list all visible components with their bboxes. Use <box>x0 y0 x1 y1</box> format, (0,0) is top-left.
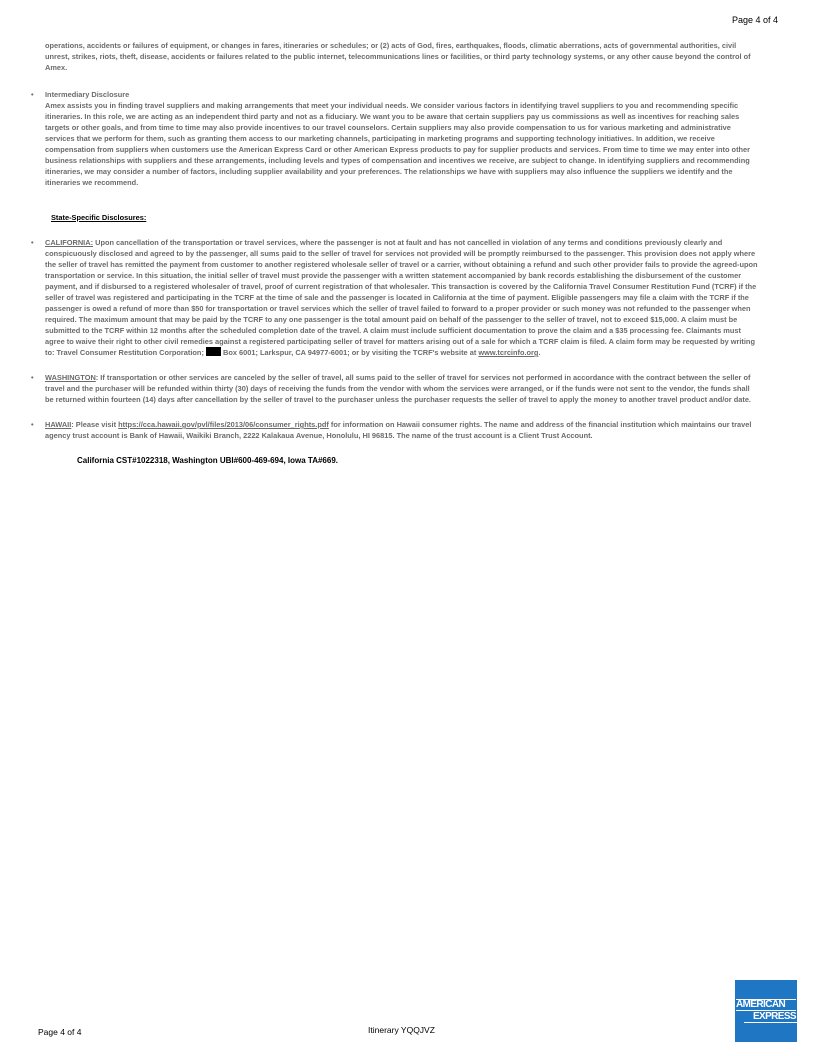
hawaii-disclosure-item <box>31 419 758 441</box>
bullet-icon: • <box>31 373 34 382</box>
continued-paragraph: operations, accidents or failures of equipment, or changes in fares, itineraries or schedules; or (2) acts of God, fires, earthquakes, floods, climatic aberrations, acts of governmental authorities, civil unrest, strikes, riots, theft, disease, accidents or failures related to the public internet, telecommunications lines or facilities, or third party technology systems, or any other cause beyond the control of Amex. <box>45 41 751 72</box>
washington-disclosure-item <box>31 372 758 405</box>
document-body <box>31 40 758 466</box>
intermediary-text: Amex assists you in finding travel suppliers and making arrangements that meet your individual needs. We consider various factors in identifying travel suppliers to you and recommending specific itineraries. In this role, we are acting as an independent third party and not as a fiduciary. We want you to be aware that certain suppliers pay us commissions as well as incentives for reaching sales targets or other goals, and from time to time may also provide incentives to our travel counselors. Certain suppliers may also provide compensation to us for various marketing and administrative services that we perform for them, such as granting them access to our marketing channels, participating in marketing programs and supporting technology initiatives. In addition, we receive compensation from suppliers when customers use the American Express Card or other American Express products to pay for supplier products and services. From time to time we may enter into other business relationships with suppliers and these arrangements, including levels and types of compensation and incentives we receive, are subject to change. In identifying suppliers and recommending itineraries, we may consider a number of factors, including supplier availability and your preferences. The relationships we have with suppliers may also influence the suppliers we identify and the itineraries we recommend. <box>45 101 751 187</box>
hawaii-consumer-rights-link[interactable]: https://cca.hawaii.gov/pvl/files/2013/06/consumer_rights.pdf <box>118 420 329 429</box>
hawaii-label: HAWAII <box>45 420 72 429</box>
footer-itinerary: Itinerary YQQJVZ <box>368 1025 435 1035</box>
bullet-icon: • <box>31 420 34 429</box>
california-text-after-redaction: Box 6001; Larkspur, CA 94977-6001; or by visiting the TCRF's website at <box>220 348 479 357</box>
bullet-icon: • <box>31 238 34 247</box>
california-end: . <box>538 348 541 357</box>
california-disclosure-item <box>31 237 758 358</box>
hawaii-text-before-link: : Please visit <box>71 420 119 429</box>
logo-line-american: AMERICAN <box>736 999 796 1011</box>
washington-label: WASHINGTON <box>45 373 96 382</box>
intermediary-disclosure-item <box>31 89 758 188</box>
intermediary-title: Intermediary Disclosure <box>45 90 130 99</box>
state-disclosures-heading: State-Specific Disclosures: <box>51 213 147 222</box>
logo-line-express: EXPRESS <box>744 1012 797 1023</box>
header-page-number: Page 4 of 4 <box>731 15 778 25</box>
hawaii-text-after-link: for information on Hawaii consumer rights. The name and address of the financial institution which maintains our travel agency trust account is Bank of Hawaii, Waikiki Branch, 2222 Kalakaua Avenue, Honolulu, HI 96815. The name of the trust account is a Client Trust Account. <box>45 420 752 440</box>
license-numbers: California CST#1022318, Washington UBI#600-469-694, Iowa TA#669. <box>77 456 338 465</box>
tcrf-website-link[interactable]: www.tcrcinfo.org <box>478 348 539 357</box>
washington-text: : If transportation or other services are canceled by the seller of travel, all sums paid to the seller of travel for services not performed in accordance with the contract between the seller of travel and the purchaser will be refunded within thirty (30) days of receiving the funds from the vendor with whom the services were arranged, or if the funds were not sent to the vendor, the funds shall be returned within fourteen (14) days after cancellation by the seller of travel to the purchaser unless the purchaser requests the seller of travel to apply the money to another travel product and/or date. <box>45 373 751 404</box>
american-express-logo <box>735 980 797 1042</box>
california-label: CALIFORNIA: <box>45 238 94 247</box>
bullet-icon: • <box>31 90 34 99</box>
california-text: Upon cancellation of the transportation or travel services, where the passenger is not at fault and has not cancelled in violation of any terms and conditions previously clearly and conspicuously disclosed and agreed to by the passenger, all sums paid to the seller of travel for services not provided will be promptly reimbursed to the passenger. This provision does not apply where the seller of travel has remitted the payment from customer to another registered wholesale seller of travel or a carrier, without obtaining a refund and such other provider fails to provide the agreed-upon transportation or service. In this situation, the initial seller of travel must provide the passenger with a written statement accompanied by bank records establishing the disbursement of the customer payment, and if disbursed to a registered wholesaler of travel, proof of current registration of that wholesaler. This transaction is covered by the California Travel Consumer Restitution Fund (TCRF) if the seller of travel was registered and participating in the TCRF at the time of sale and the passenger is located in California at the time of payment. Eligible passengers may file a claim with the TCRF if the passenger is owed a refund of more than $50 for transportation or travel services which the seller of travel failed to forward to a proper provider or such money was not refunded to the passenger when required. The maximum amount that may be paid by the TCRF to any one passenger is the total amount paid on behalf of the passenger to the seller of travel, not to exceed $15,000. A claim must be submitted to the TCRF within 12 months after the scheduled completion date of the travel. A claim must include sufficient documentation to prove the claim and a $35 processing fee. Claimants must agree to waive their right to other civil remedies against a registered participating seller of travel for matters arising out of a sale for which a TCRF claim is filed. A claim form may be requested by writing to: Travel Consumer Restitution Corporation; <box>45 238 758 357</box>
redaction-block <box>206 347 221 356</box>
footer-page-number: Page 4 of 4 <box>38 1027 82 1037</box>
